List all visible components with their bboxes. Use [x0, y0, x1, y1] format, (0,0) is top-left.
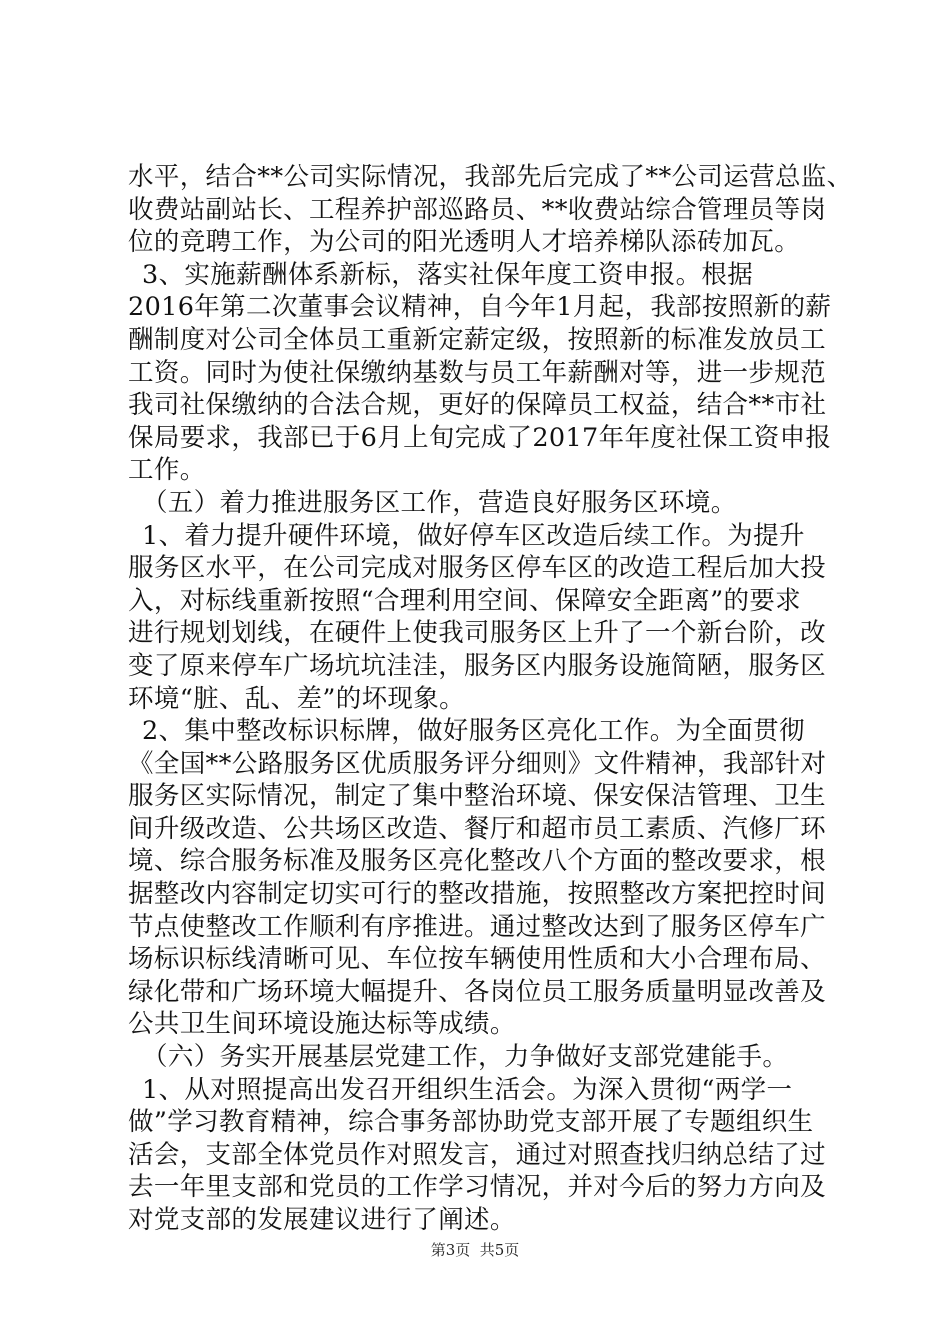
text-line: 节点使整改工作顺利有序推进。通过整改达到了服务区停车广: [128, 911, 826, 942]
text-line: 场标识标线清晰可见、车位按车辆使用性质和大小合理布局、: [128, 944, 826, 975]
text-line: 公共卫生间环境设施达标等成绩。: [128, 1009, 516, 1040]
text-line: 1、从对照提高出发召开组织生活会。为深入贯彻“两学一: [142, 1074, 793, 1105]
text-line: 1、着力提升硬件环境，做好停车区改造后续工作。为提升: [142, 520, 805, 551]
text-line: 2016年第二次董事会议精神，自今年1月起，我部按照新的薪: [128, 292, 832, 323]
text-line: 服务区实际情况，制定了集中整治环境、保安保洁管理、卫生: [128, 781, 826, 812]
page-footer: [0, 1240, 950, 1260]
text-line: 去一年里支部和党员的工作学习情况，并对今后的努力方向及: [128, 1172, 826, 1203]
text-line: 位的竞聘工作，为公司的阳光透明人才培养梯队添砖加瓦。: [128, 227, 801, 258]
text-line: 水平，结合**公司实际情况，我部先后完成了**公司运营总监、: [128, 162, 853, 192]
text-line: 工作。: [128, 455, 206, 486]
text-line: 境、综合服务标准及服务区亮化整改八个方面的整改要求，根: [128, 846, 826, 877]
text-line: 3、实施薪酬体系新标，落实社保年度工资申报。根据: [142, 259, 754, 290]
text-line: 活会，支部全体党员作对照发言，通过对照查找归纳总结了过: [128, 1139, 826, 1170]
text-line: 对党支部的发展建议进行了阐述。: [128, 1205, 516, 1235]
text-line: 做”学习教育精神，综合事务部协助党支部开展了专题组织生: [128, 1107, 814, 1138]
text-line: 环境“脏、乱、差”的坏现象。: [128, 683, 465, 714]
text-line: 绿化带和广场环境大幅提升、各岗位员工服务质量明显改善及: [128, 976, 826, 1007]
text-line: 服务区水平，在公司完成对服务区停车区的改造工程后加大投: [128, 553, 826, 584]
text-line: 间升级改造、公共场区改造、餐厅和超市员工素质、汽修厂环: [128, 813, 826, 844]
text-line: 进行规划划线，在硬件上使我司服务区上升了一个新台阶，改: [128, 618, 826, 649]
section-heading: （六）务实开展基层党建工作，力争做好支部党建能手。: [142, 1042, 789, 1073]
text-line: 保局要求，我部已于6月上旬完成了2017年年度社保工资申报: [128, 422, 832, 453]
text-line: 酬制度对公司全体员工重新定薪定级，按照新的标准发放员工: [128, 324, 826, 355]
text-line: 《全国**公路服务区优质服务评分细则》文件精神，我部针对: [128, 748, 827, 779]
document-body: [128, 161, 853, 1237]
text-line: 收费站副站长、工程养护部巡路员、**收费站综合管理员等岗: [128, 194, 827, 225]
section-heading: （五）着力推进服务区工作，营造良好服务区环境。: [142, 487, 737, 518]
text-line: 2、集中整改标识标牌，做好服务区亮化工作。为全面贯彻: [142, 716, 805, 747]
page-number-label: 第3页 共5页: [430, 1241, 520, 1259]
text-line: 变了原来停车广场坑坑洼洼，服务区内服务设施简陋，服务区: [128, 650, 826, 681]
text-line: 工资。同时为使社保缴纳基数与员工年薪酬对等，进一步规范: [128, 357, 826, 388]
text-line: 据整改内容制定切实可行的整改措施，按照整改方案把控时间: [128, 879, 826, 910]
text-line: 我司社保缴纳的合法合规，更好的保障员工权益，结合**市社: [128, 390, 827, 421]
text-line: 入，对标线重新按照“合理利用空间、保障安全距离”的要求: [128, 585, 802, 616]
